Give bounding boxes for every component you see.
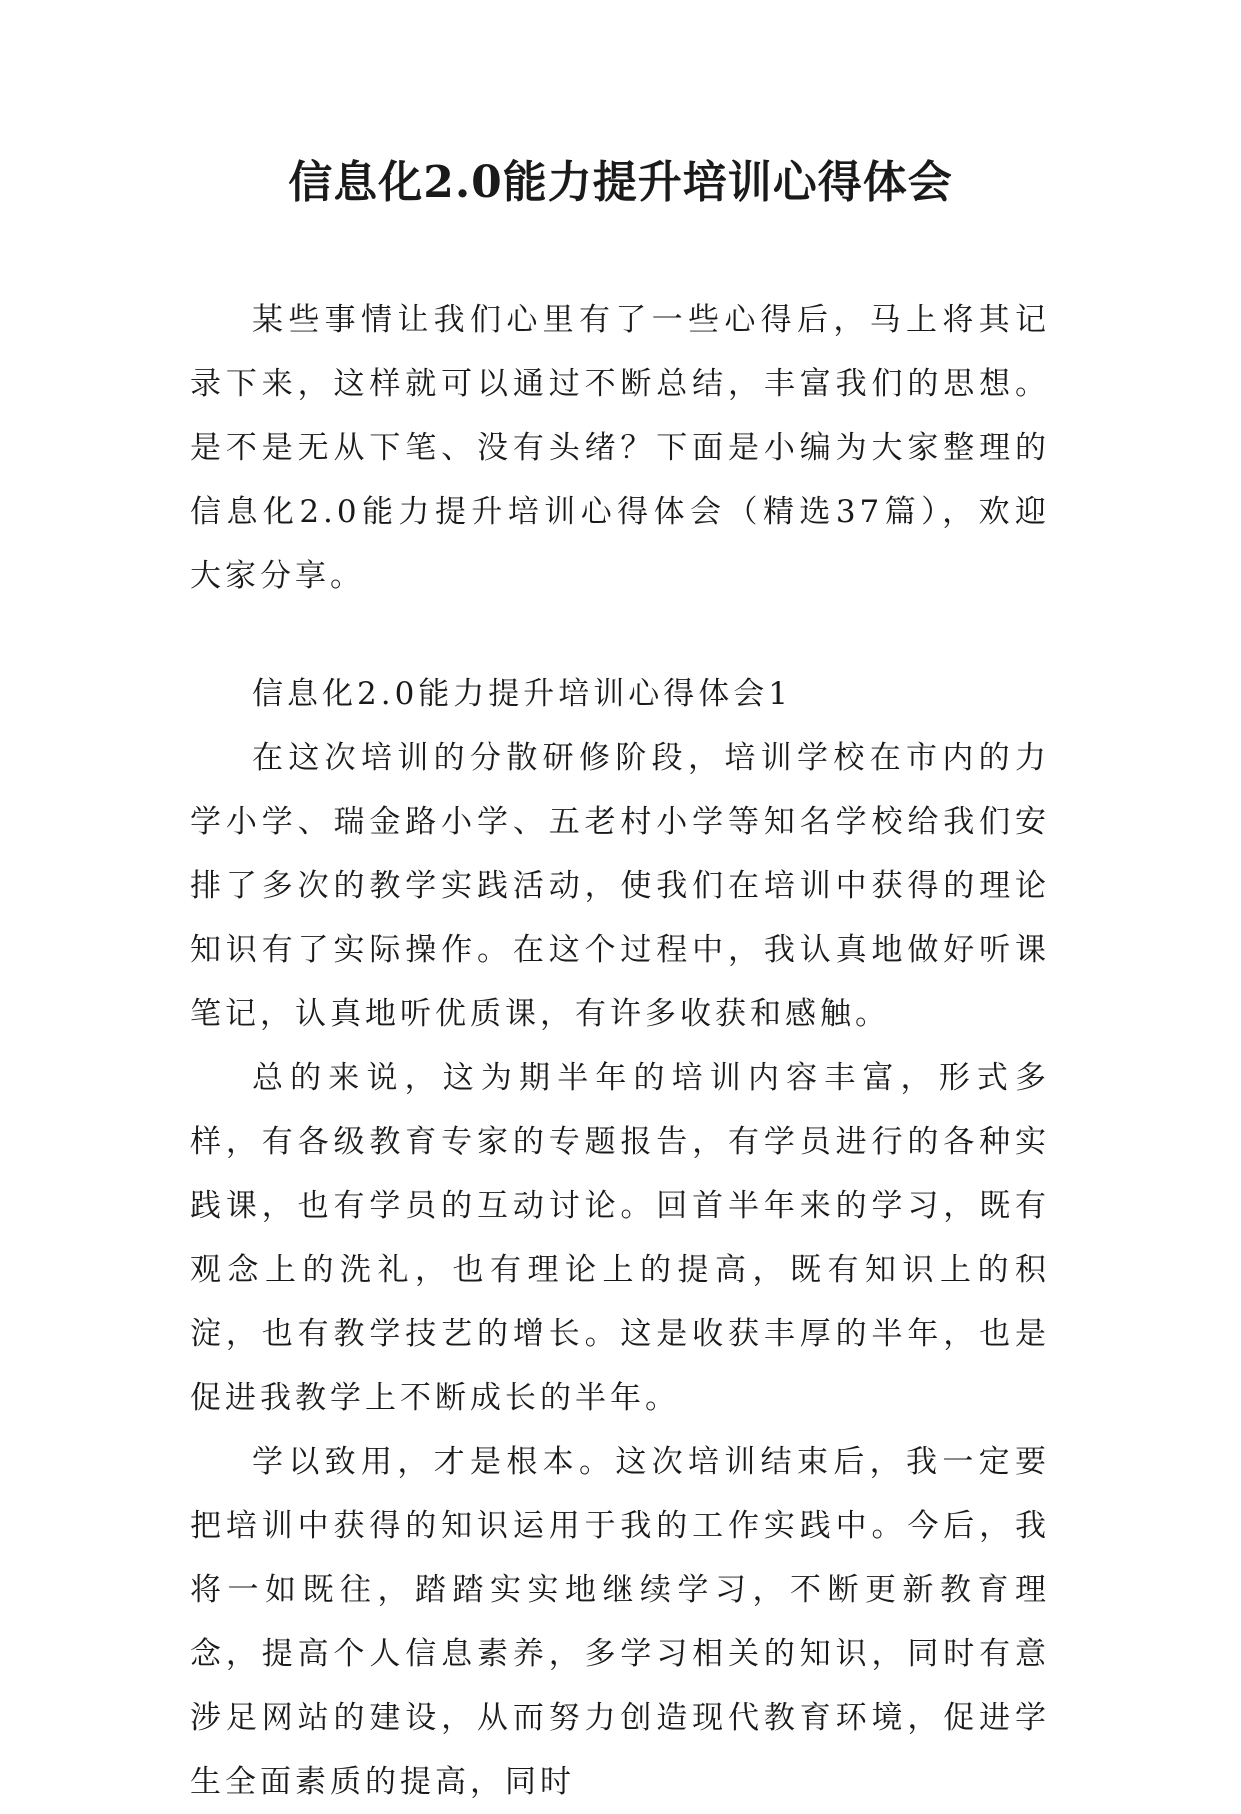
body-paragraph: 在这次培训的分散研修阶段，培训学校在市内的力学小学、瑞金路小学、五老村小学等知名学校给我们安排了多次的教学实践活动，使我们在培训中获得的理论知识有了实际操作。在这个过程中，我认真地做好听课笔记，认真地听优质课，有许多收获和感触。	[190, 740, 1050, 1032]
intro-paragraph: 某些事情让我们心里有了一些心得后，马上将其记录下来，这样就可以通过不断总结，丰富我们的思想。是不是无从下笔、没有头绪？下面是小编为大家整理的信息化2.0能力提升培训心得体会（精选37篇），欢迎大家分享。	[190, 302, 1050, 594]
body-paragraph: 总的来说，这为期半年的培训内容丰富，形式多样，有各级教育专家的专题报告，有学员进行的各种实践课，也有学员的互动讨论。回首半年来的学习，既有观念上的洗礼，也有理论上的提高，既有知识上的积淀，也有教学技艺的增长。这是收获丰厚的半年，也是促进我教学上不断成长的半年。	[190, 1060, 1050, 1416]
section-heading: 信息化2.0能力提升培训心得体会1	[252, 676, 793, 712]
document-body	[190, 288, 1050, 1814]
body-paragraph: 学以致用，才是根本。这次培训结束后，我一定要把培训中获得的知识运用于我的工作实践中。今后，我将一如既往，踏踏实实地继续学习，不断更新教育理念，提高个人信息素养，多学习相关的知识，同时有意涉足网站的建设，从而努力创造现代教育环境，促进学生全面素质的提高，同时	[190, 1444, 1050, 1800]
document-title: 信息化2.0能力提升培训心得体会	[288, 157, 953, 208]
